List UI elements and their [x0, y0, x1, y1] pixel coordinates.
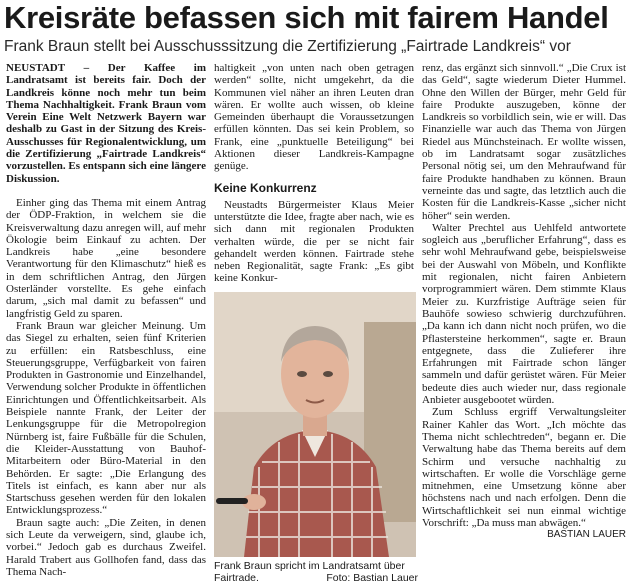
- subheadline: Frank Braun stellt bei Ausschusssitzung die Zertifizierung „Fairtrade Landkreis“ vor: [4, 38, 571, 55]
- body-paragraph: Walter Prechtel aus Uehlfeld antwortete sogleich aus „beruflicher Erfahrung“, dass es sehr wohl Mehraufwand gebe, beispielsweise bei der Auswahl von Möbeln, und Konflikte mit regionalen, nicht fairen Anbietern vorprogrammiert wären. Dem stimmte Klaus Meier zu. Kurzfristige Aufträge seien für Bauhöfe sowieso schwierig durchzuführen. „Da kann ich dann nicht noch prüfen, wo die Pflastersteine herkommen“, sagte er. Braun entgegnete, dass die Zulieferer ihre Erfahrungen mit Fairtrade schon länger sammeln und dafür gerüstet wären. Für Meier bedeute dies auch wieder nur, dass regionale Anbieter ausgebootet würden.: [422, 221, 626, 407]
- column-1: [6, 62, 206, 578]
- photo-credit: Foto: Bastian Lauer: [326, 572, 418, 584]
- column-3: [422, 62, 626, 542]
- section-subtitle: Keine Konkurrenz: [214, 180, 317, 195]
- body-paragraph: [422, 406, 626, 541]
- article-photo: [214, 292, 416, 557]
- body-paragraph: haltigkeit „von unten nach oben getragen werden“ sollte, nicht umgekehrt, da die Kommunen viel näher an ihren Leuten dran wären. Er wollte auch wissen, ob kleine Gemeinden überhaupt die Voraussetzungen erfüllen könnten. Das sei kein Problem, so Frank, eine „punktuelle Beteiligung“ bei Aktionen dieser Landkreis-Kampagne genüge.: [214, 62, 414, 173]
- speaker-photo-icon: [214, 292, 416, 557]
- photo-caption: [214, 560, 418, 584]
- body-paragraph: renz, das ergänzt sich sinnvoll.“ „Die Crux ist das Geld“, sagte wiederum Dieter Hummel. Ohne den Willen der Bürger, mehr Geld für faire Produkte auszugeben, könne der Landkreis so vorbildlich sein, wie er will. Das Finanzielle war auch das Thema von Jürgen Riedel aus Münchsteinach. Er wollte wissen, ob im Landratsamt sogar zusätzliches Personal nötig sei, um den Mehraufwand für faire Produkte handhaben zu können. Braun verneinte das und sagte, das letztlich auch die Kosten für die Landkreis-Kasse „sicher nicht höher“ sein werden.: [422, 62, 626, 222]
- author-byline: BASTIAN LAUER: [547, 529, 626, 541]
- body-paragraph: Neustadts Bürgermeister Klaus Meier unterstützte die Idee, fragte aber nach, wie es sich dann mit regionalen Produkten verhalten würde, die per se nicht fair gehandelt werden können. Fairtrade stehe neben Regionalität, sagte Frank: „Es gibt keine Konkur-: [214, 198, 414, 285]
- dateline: NEUSTADT –: [6, 62, 90, 74]
- body-paragraph: Braun sagte auch: „Die Zeiten, in denen sich Leute da verweigern, sind, glaube ich, vorbei.“ Jedoch gab es durchaus Zweifel. Harald Trabert aus Gollhofen fand, dass das Thema Nach-: [6, 516, 206, 578]
- lead-paragraph: [6, 62, 206, 185]
- lead-text: Der Kaffee im Landratsamt ist bereits fair. Doch der Landkreis könne noch mehr tun beim Thema Nachhaltigkeit. Frank Braun vom Verein Eine Welt Netzwerk Bayern war deshalb zu Gast in der Sitzung des Kreis-Ausschusses für Regionalentwicklung, um die Zertifizierung „Fairtrade Landkreis“ vorzustellen. Es entspann sich eine längere Diskussion.: [6, 62, 207, 185]
- headline: Kreisräte befassen sich mit fairem Handel: [4, 0, 609, 35]
- column-2: [214, 62, 414, 285]
- body-paragraph: Frank Braun war gleicher Meinung. Um das Siegel zu erhalten, seien fünf Kriterien zu erfüllen: ein Ratsbeschluss, eine Steuerungsgruppe, Verfügbarkeit von fairen Produkten in Gastronomie und Einzelhandel, Verwendung solcher Produkte in öffentlichen Einrichtungen und Öffentlichkeitsarbeit. Als Beispiele nannte Frank, der Leiter der Lenkungsgruppe für die Metropolregion Nürnberg ist, faire Fußbälle für die Schulen, die Kleider-Ausstattung von Bauhof-Mitarbeitern oder Büro-Material in den Behörden. Er sagte: „Die Erlangung des Titels ist einfach, es kann aber nur als Startschuss gesehen werden für den lokalen Entwicklungsprozess.“: [6, 319, 206, 517]
- caption-text: Frank Braun spricht im Landratsamt über Fairtrade.: [214, 560, 405, 584]
- body-paragraph: Einher ging das Thema mit einem Antrag der ÖDP-Fraktion, in welchem sie die Kreisverwaltung dazu anregen will, auf mehr Ökologie beim Einkauf zu achten. Der Landkreis habe „eine besondere Verantwortung für den Klimaschutz“ hieß es in dem schriftlichen Antrag, den Jürgen Osterländer vorstellte. Es gehe einfach darum, „sich mal damit zu befassen“ und langfristig Geld zu sparen.: [6, 196, 206, 320]
- closing-text: Zum Schluss ergriff Verwaltungsleiter Rainer Kahler das Wort. „Ich möchte das Thema nicht schlechtreden“, begann er. Die Verwaltung habe das Thema bereits auf dem Schirm und versuche nachhaltig zu wirtschaften. Er wolle die Vorschläge gerne mitnehmen, eine Umsetzung könne aber höchstens nach und nach erfolgen. Denn die Wirtschaftlichkeit sei nun einmal wichtige Vorschrift: „Da muss man abwägen.“: [422, 406, 626, 529]
